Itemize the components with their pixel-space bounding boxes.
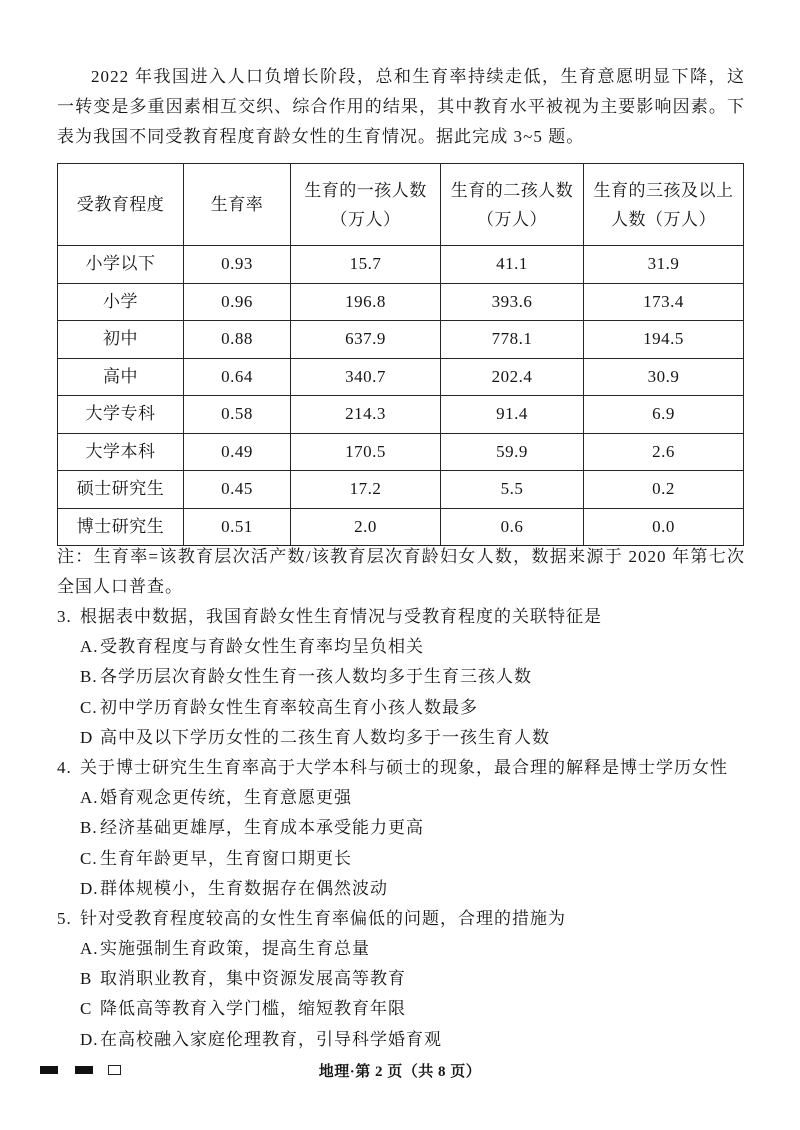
third-child-count-cell: 194.5 bbox=[584, 321, 744, 359]
question-4 bbox=[57, 753, 757, 904]
option-d bbox=[57, 1025, 757, 1055]
option-text: 初中学历育龄女性生育率较高生育小孩人数最多 bbox=[100, 697, 478, 717]
option-text: 经济基础更雄厚，生育成本承受能力更高 bbox=[100, 818, 424, 838]
education-level-cell: 初中 bbox=[58, 321, 184, 359]
third-child-count-cell: 0.2 bbox=[584, 471, 744, 509]
fertility-rate-cell: 0.93 bbox=[184, 246, 291, 284]
option-label: A. bbox=[80, 788, 99, 808]
second-child-count-cell: 393.6 bbox=[441, 283, 584, 321]
education-level-cell: 大学专科 bbox=[58, 396, 184, 434]
column-header-line: 受教育程度 bbox=[76, 195, 165, 214]
table-row bbox=[58, 358, 744, 396]
option-label: D. bbox=[80, 878, 99, 898]
table-note: 注：生育率=该教育层次活产数/该教育层次育龄妇女人数，数据来源于 2020 年第七次全国人口普查。 bbox=[57, 547, 745, 596]
column-header-fertility-rate bbox=[184, 164, 291, 246]
third-child-count-cell: 173.4 bbox=[584, 283, 744, 321]
column-header-line: 生育率 bbox=[210, 195, 264, 214]
fertility-rate-cell: 0.96 bbox=[184, 283, 291, 321]
column-header-line: 生育的一孩人数 bbox=[304, 180, 427, 200]
option-text: 高中及以下学历女性的二孩生育人数均多于一孩生育人数 bbox=[100, 727, 550, 747]
third-child-count-cell: 2.6 bbox=[584, 433, 744, 471]
third-child-count-cell: 30.9 bbox=[584, 358, 744, 396]
question-stem: 关于博士研究生生育率高于大学本科与硕士的现象，最合理的解释是博士学历女性 bbox=[80, 757, 728, 777]
fertility-rate-cell: 0.51 bbox=[184, 508, 291, 546]
question-number: 3. bbox=[57, 607, 72, 626]
fertility-rate-cell: 0.45 bbox=[184, 471, 291, 509]
fertility-rate-cell: 0.64 bbox=[184, 358, 291, 396]
column-header-line: 人数（万人） bbox=[611, 209, 716, 229]
column-header-education-level bbox=[58, 164, 184, 246]
option-text: 群体规模小，生育数据存在偶然波动 bbox=[100, 878, 388, 898]
option-text: 实施强制生育政策，提高生育总量 bbox=[100, 939, 370, 959]
fertility-rate-cell: 0.49 bbox=[184, 433, 291, 471]
question-number: 4. bbox=[57, 757, 72, 777]
option-label: D bbox=[80, 727, 94, 747]
intro-paragraph: 2022 年我国进入人口负增长阶段，总和生育率持续走低，生育意愿明显下降，这一转变是多重因素相互交织、综合作用的结果，其中教育水平被视为主要影响因素。下表为我国不同受教育程度育龄女性的生育情况。据此完成 3~5 题。 bbox=[57, 67, 745, 146]
question-stem: 针对受教育程度较高的女性生育率偏低的问题，合理的措施为 bbox=[80, 908, 566, 928]
option-label: C. bbox=[80, 697, 98, 717]
question-5 bbox=[57, 904, 757, 1055]
question-header bbox=[57, 904, 757, 934]
option-label: B. bbox=[80, 667, 98, 687]
column-header-line: （万人） bbox=[330, 209, 401, 229]
first-child-count-cell: 17.2 bbox=[291, 471, 441, 509]
third-child-count-cell: 31.9 bbox=[584, 246, 744, 284]
option-c bbox=[57, 693, 757, 723]
option-d bbox=[57, 723, 757, 753]
option-label: A. bbox=[80, 637, 99, 657]
option-label: B. bbox=[80, 818, 98, 838]
first-child-count-cell: 2.0 bbox=[291, 508, 441, 546]
question-stem: 根据表中数据，我国育龄女性生育情况与受教育程度的关联特征是 bbox=[80, 607, 602, 626]
second-child-count-cell: 5.5 bbox=[441, 471, 584, 509]
option-a bbox=[57, 783, 757, 813]
table-row bbox=[58, 283, 744, 321]
first-child-count-cell: 637.9 bbox=[291, 321, 441, 359]
option-d bbox=[57, 874, 757, 904]
first-child-count-cell: 340.7 bbox=[291, 358, 441, 396]
fertility-rate-cell: 0.58 bbox=[184, 396, 291, 434]
column-header-line: （万人） bbox=[477, 209, 547, 229]
option-b bbox=[57, 813, 757, 843]
education-level-cell: 小学 bbox=[58, 283, 184, 321]
option-text: 在高校融入家庭伦理教育，引导科学婚育观 bbox=[100, 1029, 442, 1049]
table-row bbox=[58, 433, 744, 471]
first-child-count-cell: 170.5 bbox=[291, 433, 441, 471]
column-header-line: 生育的三孩及以上 bbox=[593, 180, 734, 200]
question-number: 5. bbox=[57, 908, 72, 928]
fertility-by-education-table bbox=[57, 163, 744, 546]
column-header-second-child bbox=[441, 164, 584, 246]
option-b bbox=[57, 662, 757, 692]
option-a bbox=[57, 934, 757, 964]
option-b bbox=[57, 964, 757, 994]
option-text: 降低高等教育入学门槛，缩短教育年限 bbox=[100, 999, 406, 1019]
fertility-rate-cell: 0.88 bbox=[184, 321, 291, 359]
question-list bbox=[57, 602, 757, 1055]
option-label: B bbox=[80, 969, 93, 989]
table-row bbox=[58, 508, 744, 546]
page-number-label: 地理·第 2 页（共 8 页） bbox=[318, 1064, 482, 1080]
first-child-count-cell: 15.7 bbox=[291, 246, 441, 284]
education-level-cell: 大学本科 bbox=[58, 433, 184, 471]
question-3 bbox=[57, 602, 757, 753]
education-level-cell: 小学以下 bbox=[58, 246, 184, 284]
option-text: 取消职业教育，集中资源发展高等教育 bbox=[100, 969, 406, 989]
option-label: A. bbox=[80, 939, 99, 959]
option-c bbox=[57, 994, 757, 1024]
option-a bbox=[57, 632, 757, 662]
first-child-count-cell: 196.8 bbox=[291, 283, 441, 321]
page-footer bbox=[0, 1058, 800, 1086]
question-header bbox=[57, 753, 757, 783]
education-level-cell: 硕士研究生 bbox=[58, 471, 184, 509]
column-header-third-child bbox=[584, 164, 744, 246]
first-child-count-cell: 214.3 bbox=[291, 396, 441, 434]
third-child-count-cell: 0.0 bbox=[584, 508, 744, 546]
option-label: D. bbox=[80, 1029, 99, 1049]
second-child-count-cell: 41.1 bbox=[441, 246, 584, 284]
second-child-count-cell: 202.4 bbox=[441, 358, 584, 396]
education-level-cell: 高中 bbox=[58, 358, 184, 396]
option-label: C bbox=[80, 999, 93, 1019]
option-text: 婚育观念更传统，生育意愿更强 bbox=[100, 788, 352, 808]
second-child-count-cell: 778.1 bbox=[441, 321, 584, 359]
option-c bbox=[57, 844, 757, 874]
table-row bbox=[58, 396, 744, 434]
question-header bbox=[57, 602, 757, 632]
column-header-line: 生育的二孩人数 bbox=[450, 180, 574, 200]
option-text: 受教育程度与育龄女性生育率均呈负相关 bbox=[100, 637, 424, 657]
table-header-row bbox=[58, 164, 744, 246]
second-child-count-cell: 59.9 bbox=[441, 433, 584, 471]
third-child-count-cell: 6.9 bbox=[584, 396, 744, 434]
option-label: C. bbox=[80, 848, 98, 868]
column-header-first-child bbox=[291, 164, 441, 246]
table-row bbox=[58, 246, 744, 284]
education-level-cell: 博士研究生 bbox=[58, 508, 184, 546]
table-row bbox=[58, 471, 744, 509]
option-text: 生育年龄更早，生育窗口期更长 bbox=[100, 848, 352, 868]
option-text: 各学历层次育龄女性生育一孩人数均多于生育三孩人数 bbox=[100, 667, 532, 687]
table-row bbox=[58, 321, 744, 359]
second-child-count-cell: 91.4 bbox=[441, 396, 584, 434]
second-child-count-cell: 0.6 bbox=[441, 508, 584, 546]
